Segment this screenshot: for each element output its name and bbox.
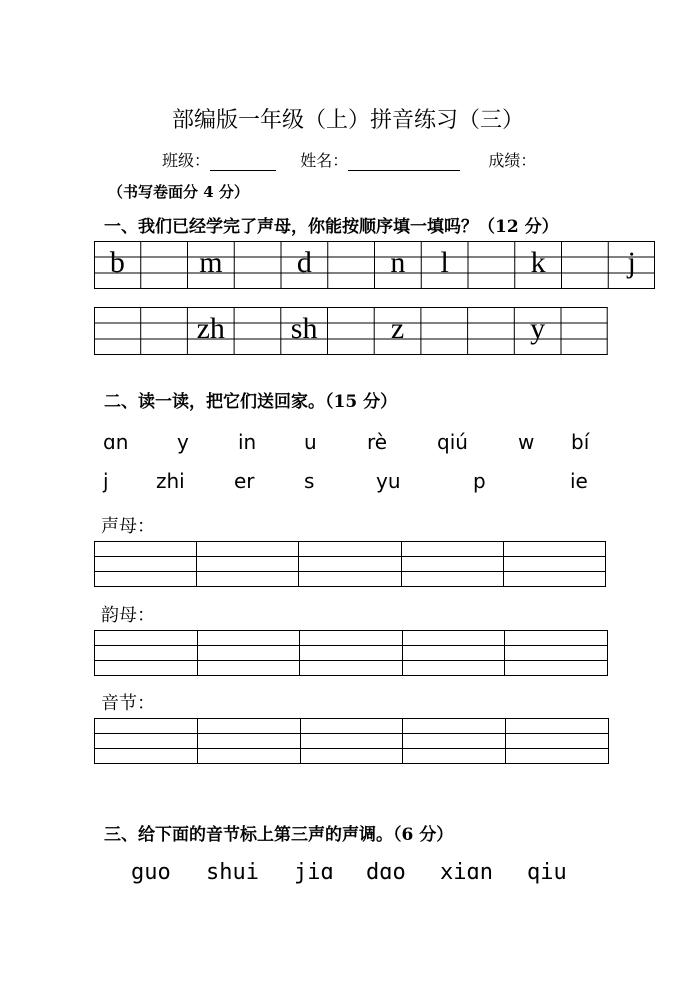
section1-heading: 一、我们已经学完了声母，你能按顺序填一填吗？（12 分） bbox=[104, 217, 559, 237]
pinyin-item: ie bbox=[570, 469, 588, 493]
consonant-cell-letter: zh bbox=[196, 312, 225, 345]
tone-syllable: qiu bbox=[527, 860, 567, 885]
tone-syllable: guo bbox=[131, 860, 171, 885]
syllables-answer-table[interactable] bbox=[94, 718, 609, 764]
pinyin-item: qiú bbox=[437, 430, 468, 454]
pinyin-item: w bbox=[518, 430, 535, 454]
tone-syllable: shui bbox=[206, 860, 259, 885]
consonant-cell-letter: j bbox=[627, 246, 636, 279]
pinyin-item: in bbox=[238, 430, 257, 454]
consonant-cell-letter: m bbox=[199, 246, 223, 279]
tone-syllable: xiɑn bbox=[440, 860, 493, 885]
consonant-cell-letter: sh bbox=[290, 312, 318, 345]
consonant-cell-letter: l bbox=[440, 246, 449, 279]
consonant-cell-letter: y bbox=[530, 312, 546, 345]
pinyin-item: y bbox=[177, 430, 189, 454]
pinyin-item: er bbox=[234, 469, 255, 493]
section2-heading: 二、读一读，把它们送回家。（15 分） bbox=[104, 392, 398, 412]
initials-label: 声母： bbox=[101, 516, 155, 537]
pinyin-item: bí bbox=[571, 430, 590, 454]
pinyin-item: s bbox=[304, 469, 315, 493]
pinyin-item: rè bbox=[367, 430, 388, 454]
pinyin-item: zhi bbox=[156, 469, 185, 493]
finals-answer-table[interactable] bbox=[94, 630, 608, 676]
score-label: 成绩： bbox=[488, 151, 537, 170]
page-title: 部编版一年级（上）拼音练习（三） bbox=[171, 108, 524, 133]
writing-score-note: （书写卷面分 4 分） bbox=[108, 183, 249, 201]
student-info bbox=[162, 148, 536, 171]
tone-syllable: jiɑ bbox=[294, 860, 334, 885]
consonant-cell-letter: z bbox=[390, 312, 405, 345]
name-label: 姓名： bbox=[300, 151, 349, 170]
section3-heading: 三、给下面的音节标上第三声的声调。（6 分） bbox=[104, 825, 454, 845]
consonant-cell-letter: d bbox=[296, 246, 312, 279]
consonant-cell-letter: k bbox=[530, 246, 546, 279]
class-field[interactable] bbox=[210, 154, 276, 171]
pinyin-item: ɑn bbox=[103, 430, 129, 454]
class-label: 班级： bbox=[162, 151, 211, 170]
consonant-cell-letter: n bbox=[390, 246, 406, 279]
initials-answer-table[interactable] bbox=[94, 541, 606, 587]
finals-label: 韵母： bbox=[101, 605, 155, 626]
name-field[interactable] bbox=[348, 154, 460, 171]
pinyin-item: j bbox=[103, 469, 109, 493]
pinyin-item: yu bbox=[376, 469, 401, 493]
consonant-cell-letter: b bbox=[109, 246, 125, 279]
tone-syllable: dɑo bbox=[366, 860, 406, 885]
syllables-label: 音节： bbox=[101, 693, 155, 714]
pinyin-item: p bbox=[473, 469, 486, 493]
pinyin-item: u bbox=[304, 430, 317, 454]
